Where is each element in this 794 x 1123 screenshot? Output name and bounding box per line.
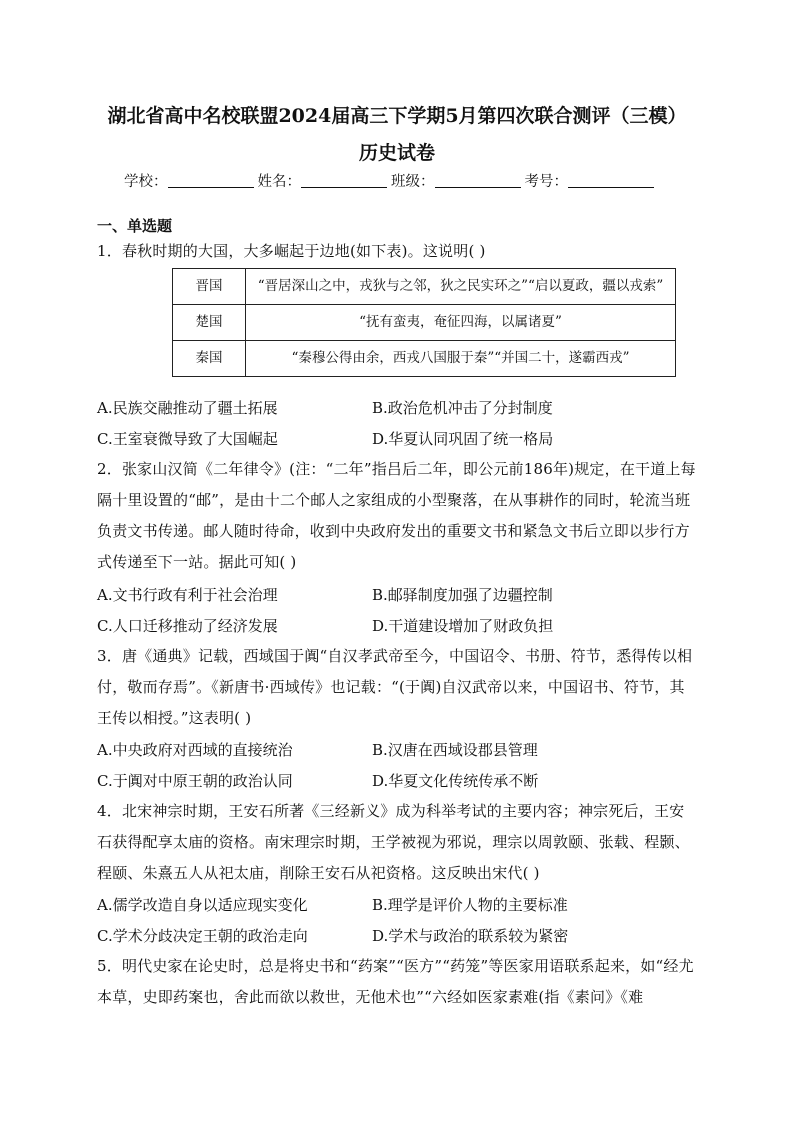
q1-option-c[interactable]: C.王室衰微导致了大国崛起 (97, 430, 278, 448)
question-4-stem: 4．北宋神宗时期，王安石所著《三经新义》成为科举考试的主要内容；神宗死后，王安石获得配享太庙的资格。南宋理宗时期，王学被视为邪说，理宗以周敦颐、张载、程颢、程颐、朱熹五人从祀太庙，削除王安石从祀资格。这反映出宋代( ) (97, 802, 690, 882)
state-cell: 秦国 (173, 341, 246, 377)
quote-cell: “晋居深山之中，戎狄与之邻，狄之民实环之”“启以夏政，疆以戎索” (246, 269, 676, 305)
q2-option-a[interactable]: A.文书行政有利于社会治理 (97, 586, 278, 604)
question-1-table (172, 268, 676, 377)
q3-option-d[interactable]: D.华夏文化传统传承不断 (372, 772, 539, 790)
q3-option-c[interactable]: C.于阗对中原王朝的政治认同 (97, 772, 293, 790)
q4-option-b[interactable]: B.理学是评价人物的主要标准 (372, 896, 568, 914)
q1-option-d[interactable]: D.华夏认同巩固了统一格局 (372, 430, 554, 448)
table-row (173, 305, 676, 341)
state-cell: 晋国 (173, 269, 246, 305)
q1-option-b[interactable]: B.政治危机冲击了分封制度 (372, 399, 553, 417)
exam-title-line2: 历史试卷 (358, 142, 435, 164)
question-3-stem: 3．唐《通典》记载，西域国于阗“自汉孝武帝至今，中国诏令、书册、符节，悉得传以相付，敬而存焉”。《新唐书·西域传》也记载：“(于阗)自汉武帝以来，中国诏书、符节，其王传以相授。”这表明( ) (97, 647, 693, 727)
section-heading: 一、单选题 (97, 217, 173, 235)
q4-option-a[interactable]: A.儒学改造自身以适应现实变化 (97, 896, 308, 914)
question-2-stem: 2．张家山汉简《二年律令》(注：“二年”指吕后二年，即公元前186年)规定，在干道上每隔十里设置的“邮”，是由十二个邮人之家组成的小型聚落，在从事耕作的同时，轮流当班负责文书传递。邮人随时待命，收到中央政府发出的重要文书和紧急文书后立即以步行方式传递至下一站。据此可知( ) (97, 460, 696, 571)
table-row (173, 269, 676, 305)
exam-title-line1: 湖北省高中名校联盟2024届高三下学期5月第四次联合测评（三模） (107, 105, 687, 127)
table-row (173, 341, 676, 377)
exam-no-label: 考号： (524, 174, 568, 190)
question-5-stem: 5．明代史家在论史时，总是将史书和“药案”“医方”“药笼”等医家用语联系起来，如“经尤本草，史即药案也，舍此而欲以救世，无他术也”“六经如医家素难(指《素问》《难 (97, 957, 694, 1006)
class-label: 班级： (391, 174, 435, 190)
school-blank[interactable] (168, 187, 254, 188)
q3-option-b[interactable]: B.汉唐在西域设郡县管理 (372, 741, 538, 759)
q4-option-c[interactable]: C.学术分歧决定王朝的政治走向 (97, 927, 308, 945)
name-blank[interactable] (301, 187, 387, 188)
question-1-stem: 1．春秋时期的大国，大多崛起于边地(如下表)。这说明( ) (97, 242, 486, 260)
q2-option-c[interactable]: C.人口迁移推动了经济发展 (97, 617, 278, 635)
q3-option-a[interactable]: A.中央政府对西域的直接统治 (97, 741, 293, 759)
q2-option-d[interactable]: D.干道建设增加了财政负担 (372, 617, 554, 635)
class-blank[interactable] (435, 187, 521, 188)
quote-cell: “抚有蛮夷，奄征四海，以属诸夏” (246, 305, 676, 341)
school-label: 学校： (124, 174, 168, 190)
exam-no-blank[interactable] (568, 187, 654, 188)
name-label: 姓名： (257, 174, 301, 190)
quote-cell: “秦穆公得由余，西戎八国服于秦”“并国二十，遂霸西戎” (246, 341, 676, 377)
student-info-line (124, 170, 684, 191)
q1-option-a[interactable]: A.民族交融推动了疆土拓展 (97, 399, 278, 417)
state-cell: 楚国 (173, 305, 246, 341)
q4-option-d[interactable]: D.学术与政治的联系较为紧密 (372, 927, 569, 945)
q2-option-b[interactable]: B.邮驿制度加强了边疆控制 (372, 586, 553, 604)
